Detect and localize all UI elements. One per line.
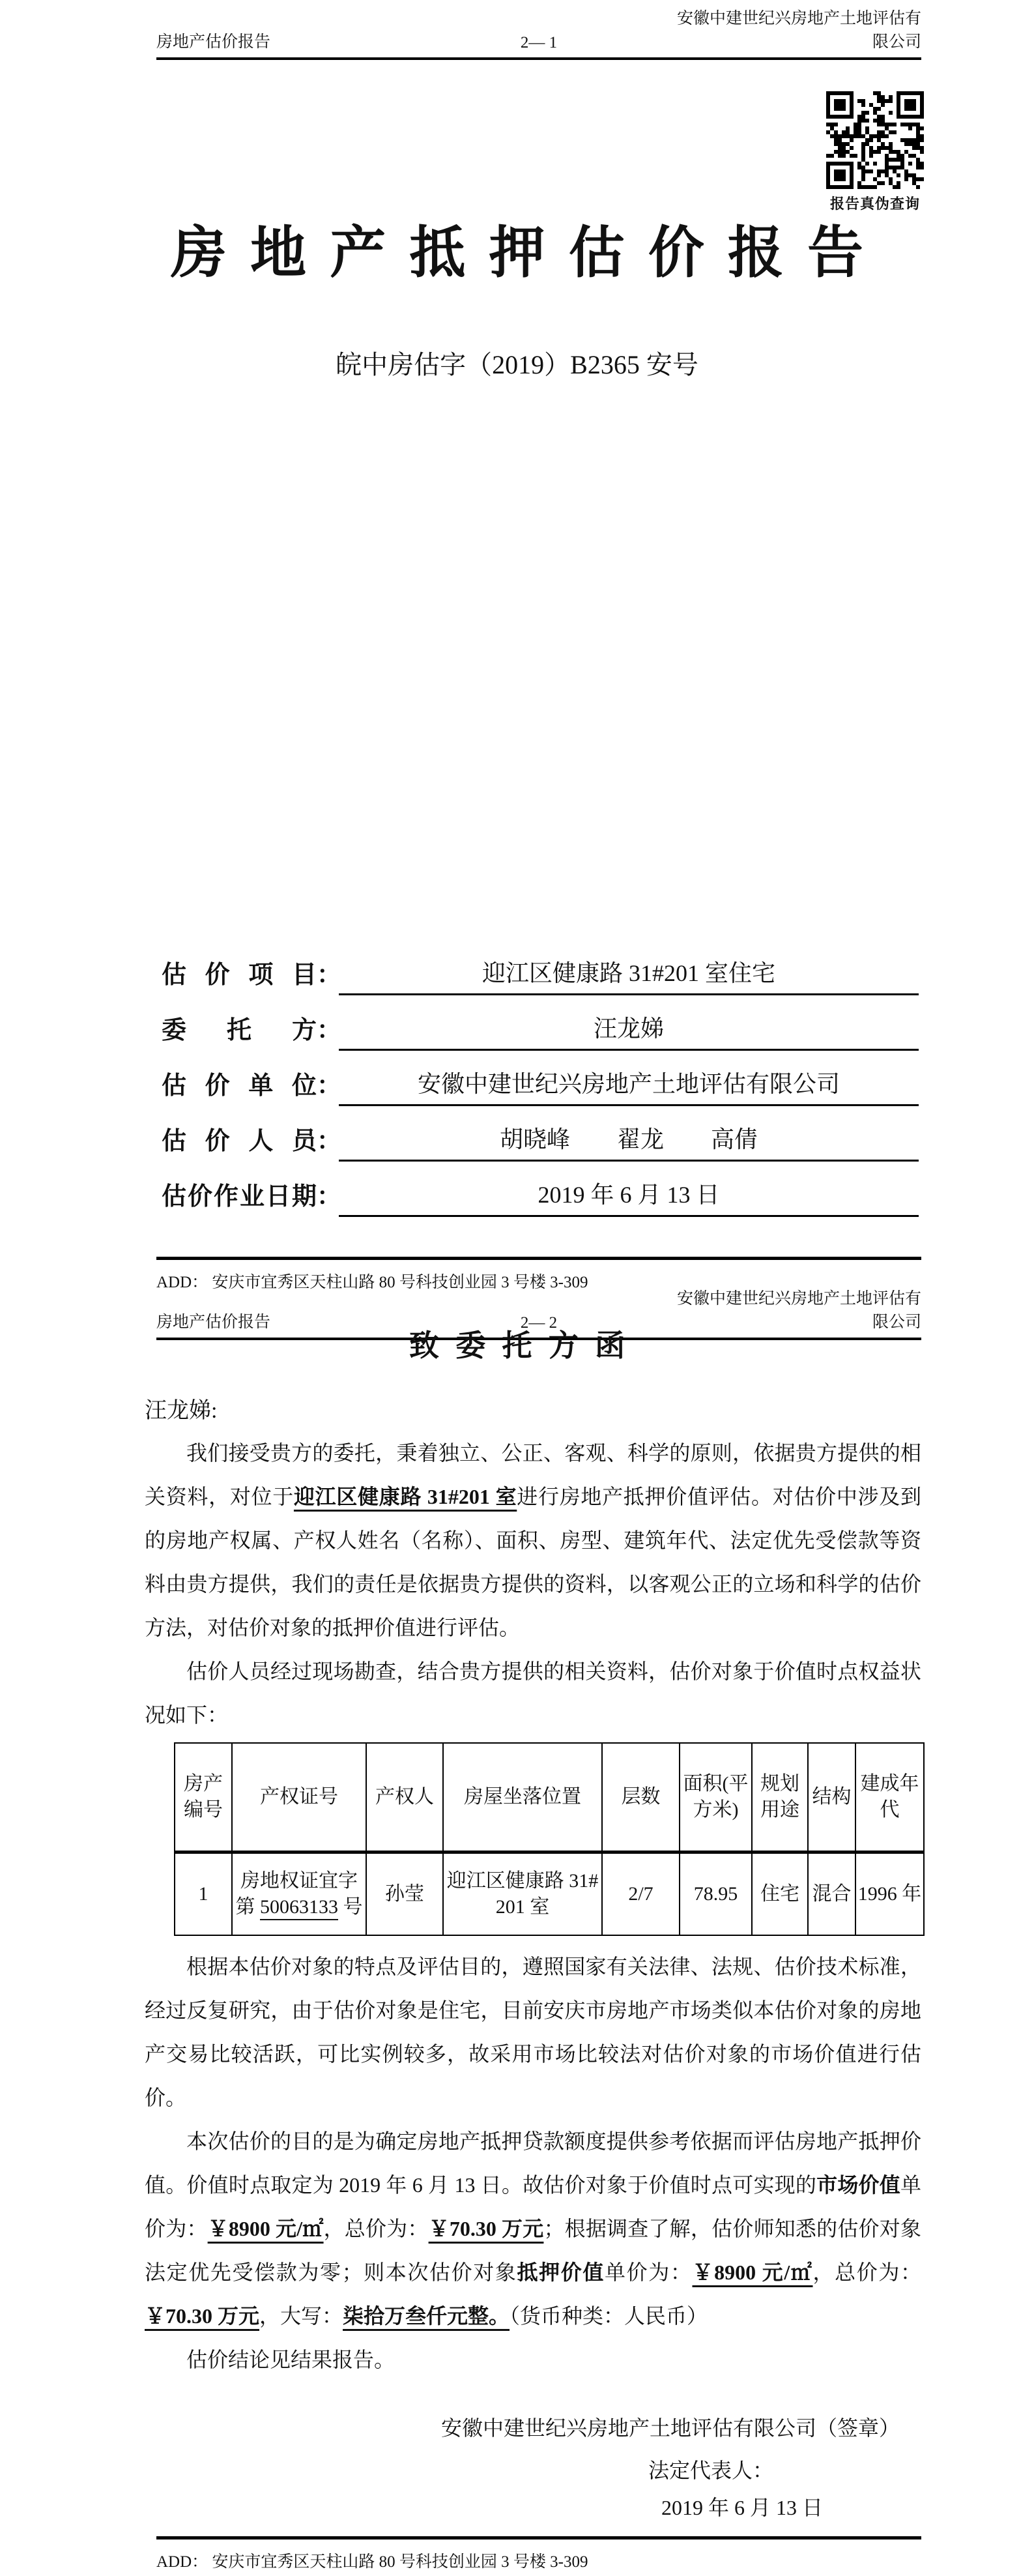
col-owner: 产权人 xyxy=(366,1743,443,1852)
signature-company: 安徽中建世纪兴房地产土地评估有限公司（签章） xyxy=(441,2416,900,2440)
page2-header-doc-type: 房地产估价报告 xyxy=(156,1313,271,1331)
page2-footer xyxy=(156,2536,921,2572)
field-appraisers-colon: ： xyxy=(317,1128,342,1155)
field-project-value: 迎江区健康路 31#201 室住宅 xyxy=(339,955,919,995)
page1-header-doc-type: 房地产估价报告 xyxy=(156,33,271,51)
report-number: 皖中房估字（2019）B2365 安号 xyxy=(336,350,698,379)
cell-property-id: 1 xyxy=(175,1852,232,1936)
property-table-header-row xyxy=(175,1743,924,1852)
cell-structure: 混合 xyxy=(808,1852,855,1936)
signature-date: 2019 年 6 月 13 日 xyxy=(661,2496,824,2519)
cell-owner: 孙莹 xyxy=(366,1852,443,1936)
page2-header-company: 安徽中建世纪兴房地产土地评估有限公司 xyxy=(676,1290,921,1331)
field-client-colon: ： xyxy=(317,1017,342,1044)
field-agency-colon: ： xyxy=(317,1072,342,1100)
col-structure: 结构 xyxy=(808,1743,855,1852)
page1-header xyxy=(156,5,921,60)
page-title: 房地产抵押估价报告 xyxy=(171,222,887,284)
cell-location: 迎江区健康路 31#201 室 xyxy=(443,1852,602,1936)
cell-cert-no: 房地权证宜字第 50063133 号 xyxy=(232,1852,366,1936)
field-agency-label: 估价单位 xyxy=(162,1072,317,1100)
paragraph-method: 根据本估价对象的特点及评估目的，遵照国家有关法律、法规、估价技术标准，经过反复研究，由于估价对象是住宅，目前安庆市房地产市场类似本估价对象的房地产交易比较活跃，可比实例较多，故采用市场比较法对估价对象的市场价值进行估价。 xyxy=(145,1955,921,2109)
cover-fields xyxy=(162,940,919,1217)
page2-footer-address: ADD： 安庆市宜秀区天柱山路 80 号科技创业园 3 号楼 3-309 xyxy=(156,2553,588,2571)
cell-floors: 2/7 xyxy=(602,1852,680,1936)
field-project-colon: ： xyxy=(317,961,342,989)
field-client xyxy=(162,995,919,1051)
qr-caption: 报告真伪查询 xyxy=(829,196,920,212)
paragraph-conclusion-ref: 估价结论见结果报告。 xyxy=(186,2348,395,2371)
signature-legal-rep: 法定代表人： xyxy=(648,2459,774,2482)
page2-header-page-number: 2— 2 xyxy=(520,1314,558,1332)
letter-title: 致委托方函 xyxy=(409,1329,642,1362)
field-project-label: 估价项目 xyxy=(162,961,317,989)
field-appraisers-value: 胡晓峰 翟龙 高倩 xyxy=(339,1121,919,1162)
page1-header-page-number: 2— 1 xyxy=(520,34,558,51)
field-work-date xyxy=(162,1162,919,1217)
cell-built-year: 1996 年 xyxy=(855,1852,924,1936)
col-built-year: 建成年代 xyxy=(855,1743,924,1852)
paragraph-survey: 估价人员经过现场勘查，结合贵方提供的相关资料，估价对象于价值时点权益状况如下： xyxy=(145,1660,921,1727)
col-property-id: 房产编号 xyxy=(175,1743,232,1852)
letter-body xyxy=(145,1431,921,2382)
paragraph-commission: 我们接受贵方的委托，秉着独立、公正、客观、科学的原则，依据贵方提供的相关资料，对位于迎江区健康路 31#201 室进行房地产抵押价值评估。对估价中涉及到的房地产权属、产权人姓名（名称）、面积、房型、建筑年代、法定优先受偿款等资料由贵方提供，我们的责任是依据贵方提供的资料，以客观公正的立场和科学的估价方法，对估价对象的抵押价值进行评估。 xyxy=(145,1441,921,1639)
field-client-label: 委托方 xyxy=(162,1017,317,1044)
field-appraisers-label: 估价人员 xyxy=(162,1128,317,1155)
col-area: 面积(平方米) xyxy=(680,1743,752,1852)
field-work-date-label: 估价作业日期 xyxy=(162,1183,317,1210)
field-appraisers xyxy=(162,1106,919,1162)
property-table xyxy=(174,1742,925,1936)
property-table-row xyxy=(175,1852,924,1936)
letter-salutation: 汪龙娣: xyxy=(145,1399,218,1423)
cell-area: 78.95 xyxy=(680,1852,752,1936)
col-planned-use: 规划用途 xyxy=(752,1743,808,1852)
col-floors: 层数 xyxy=(602,1743,680,1852)
page1-header-company: 安徽中建世纪兴房地产土地评估有限公司 xyxy=(676,10,921,51)
field-work-date-value: 2019 年 6 月 13 日 xyxy=(339,1177,919,1217)
page1-footer-address: ADD： 安庆市宜秀区天柱山路 80 号科技创业园 3 号楼 3-309 xyxy=(156,1274,588,1291)
paragraph-valuation: 本次估价的目的是为确定房地产抵押贷款额度提供参考依据而评估房地产抵押价值。价值时点取定为 2019 年 6 月 13 日。故估价对象于价值时点可实现的市场价值单价为：￥8900 元/㎡，总价为：￥70.30 万元；根据调查了解，估价师知悉的估价对象法定优先受偿款为零；则本次估价对象抵押价值单价为：￥8900 元/㎡，总价为：￥70.30 万元，大写：柒拾万叁仟元整。（货币种类：人民币） xyxy=(145,2130,921,2328)
field-work-date-colon: ： xyxy=(317,1183,342,1210)
field-agency xyxy=(162,1051,919,1106)
cell-planned-use: 住宅 xyxy=(752,1852,808,1936)
field-project xyxy=(162,940,919,995)
report-verification-block xyxy=(826,91,924,213)
field-agency-value: 安徽中建世纪兴房地产土地评估有限公司 xyxy=(339,1066,919,1106)
col-location: 房屋坐落位置 xyxy=(443,1743,602,1852)
col-cert-no: 产权证号 xyxy=(232,1743,366,1852)
field-client-value: 汪龙娣 xyxy=(339,1010,919,1051)
qr-code-icon xyxy=(826,91,924,189)
